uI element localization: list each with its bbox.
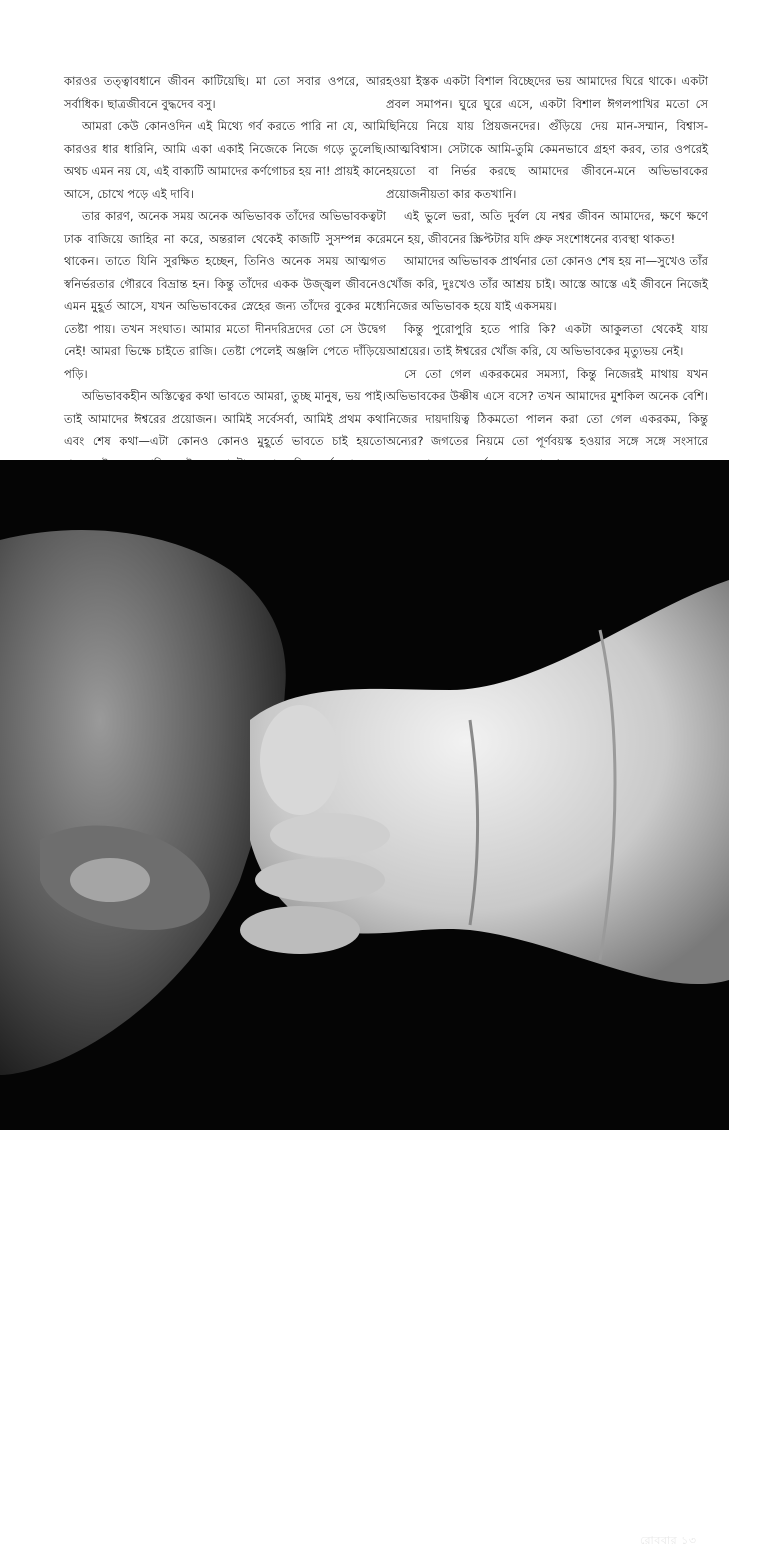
baby-finger	[240, 906, 360, 954]
baby-finger	[255, 858, 385, 902]
article-paragraph: অভিভাবকহীন অস্তিত্বের কথা ভাবতে আমরা, তুচ্ছ মানুষ, ভয় পাই। তাই আমাদের ঈশ্বরের প্রয়োজন। আমিই সর্বেসর্বা, আমিই প্রথম কথা এবং শেষ কথা—এটা কোনও কোনও মুহূর্তে ভাবতে চাই হয়তো	[64, 389, 386, 448]
page-footer: রোববার ১৩	[640, 1534, 697, 1547]
adult-thumbnail	[70, 858, 150, 902]
baby-finger	[270, 813, 390, 857]
article-paragraph: আমরা কেউ কোনওদিন এই মিথ্যে গর্ব করতে পারি না যে, আমি কারওর ধার ধারিনি, আমি একা একাই নিজেকে নিজে গড়ে তুলেছি। অথচ এমন নয় যে, এই বাক্যটি আমাদের কর্ণগোচর হয় না! প্রায়ই কানে আসে, চোখে পড়ে এই দাবি।	[64, 119, 386, 201]
article-paragraph: হওয়া ইস্তক একটা বিশাল বিচ্ছেদের ভয় আমাদের ঘিরে থাকে। একটা প্রবল সমাপন। ঘুরে ঘুরে এসে, একটা বিশাল ঈগলপাখির মতো সে ছিনিয়ে নিয়ে যায় প্রিয়জনদের। গুঁড়িয়ে দেয় মান-সম্মান, বিশ্বাস-আত্মবিশ্বাস। সেটাকে আমি-তুমি কেমনভাবে গ্রহণ করব, তার ওপরেই হয়তো বা নির্ভর করছে আমাদের জীবনে-মনে অভিভাবকের প্রয়োজনীয়তা কার কতখানি।	[386, 74, 708, 201]
article-paragraph: সে তো গেল একরকমের সমস্যা, কিন্তু নিজেরই মাথায় যখন অভিভাবকের উষ্ণীষ এসে বসে? তখন আমাদের মুশকিল অনেক বেশি। নিজের দায়দায়িত্ব ঠিকমতো পালন করা তো গেল একরকম, কিন্তু অন্যের? জগতের নিয়মে তো পূর্ণবয়স্ক হওয়ার সঙ্গে সঙ্গে সংসারে	[386, 366, 708, 448]
adult-hand	[0, 530, 286, 1075]
article-paragraph: কিন্তু পুরোপুরি হতে পারি কি? একটা আকুলতা থেকেই যায় আশ্রয়ের। তাই ঈশ্বরের খোঁজ করি, যে অভিভাবকের মৃত্যুভয় নেই।	[386, 321, 708, 358]
hands-illustration	[0, 460, 729, 1130]
article-paragraph: তার কারণ, অনেক সময় অনেক অভিভাবক তাঁদের অভিভাবকত্বটা ঢাক বাজিয়ে জাহির না করে, অন্তরাল থেকেই কাজটি সুসম্পন্ন করে থাকেন। তাতে যিনি সুরক্ষিত হচ্ছেন, তিনিও অনেক সময় আত্মগত স্বনির্ভরতার গৌরবে বিভ্রান্ত হন। কিন্তু তাঁদের একক উজ্জ্বল জীবনেও এমন মুহূর্ত আসে, যখন অভিভাবকের স্নেহের জন্য তাঁদের বুকের মধ্যে তেষ্টা পায়। তখন সংঘাত। আমার মতো দীনদরিদ্রদের তো সে উদ্বেগ নেই! আমরা ভিক্ষে চাইতে রাজি। তেষ্টা পেলেই অঞ্জলি পেতে দাঁড়িয়ে পড়ি।	[64, 209, 386, 381]
baby-finger	[260, 705, 340, 815]
hands-photo	[0, 460, 729, 1547]
article-paragraph: আমাদের অভিভাবক প্রার্থনার তো কোনও শেষ হয় না—সুখেও তাঁর খোঁজ করি, দুঃখেও তাঁর আশ্রয় চাই। আস্তে আস্তে এই জীবনে নিজেই নিজের অভিভাবক হয়ে যাই একসময়।	[386, 254, 708, 313]
article-column-right	[386, 70, 708, 475]
article-paragraph: এই ভুলে ভরা, অতি দুর্বল যে নশ্বর জীবন আমাদের, ক্ষণে ক্ষণে মনে হয়, জীবনের স্ক্রিপ্টটার যদি প্রুফ সংশোধনের ব্যবস্থা থাকত!	[386, 209, 708, 246]
article-paragraph: কারওর তত্ত্বাবধানে জীবন কাটিয়েছি। মা তো সবার ওপরে, আর সর্বাধিক। ছাত্রজীবনে বুদ্ধদেব বসু।	[64, 74, 386, 111]
